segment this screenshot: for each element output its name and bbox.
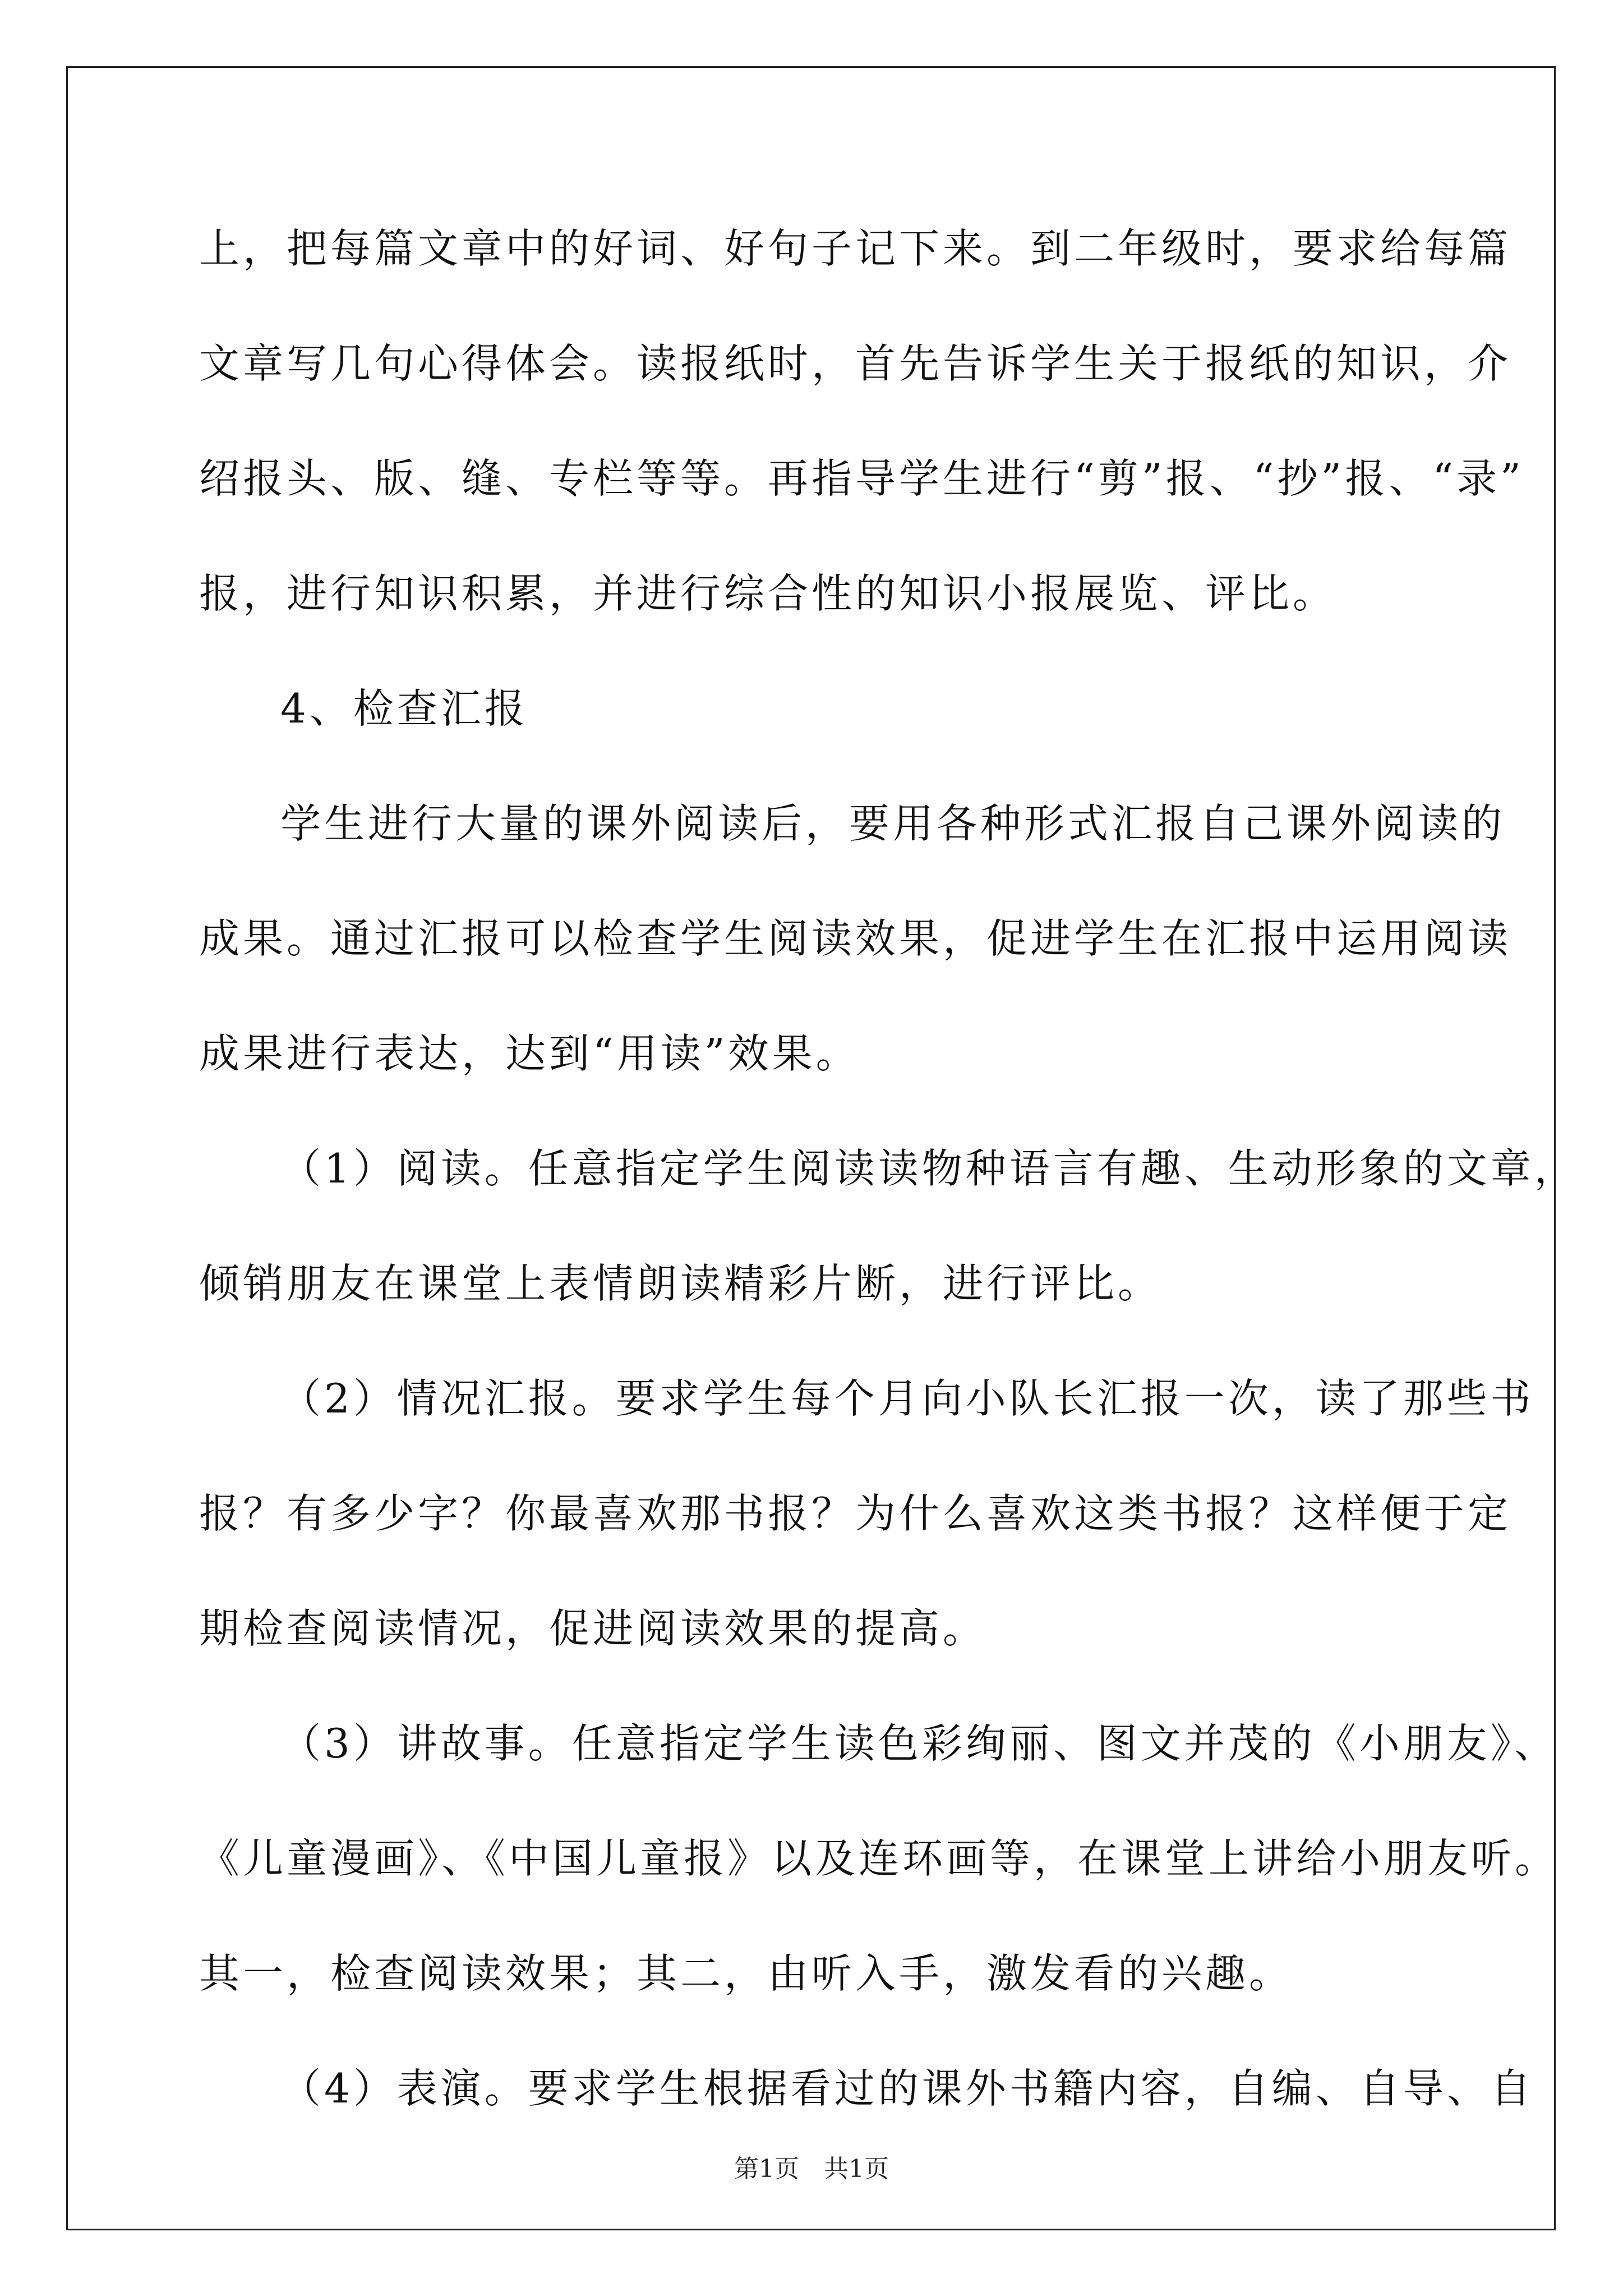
body-line-16: 其一，检查阅读效果；其二，由听入手，激发看的兴趣。 xyxy=(199,1950,1293,1997)
body-line-9: （1）阅读。任意指定学生阅读读物种语言有趣、生动形象的文章， xyxy=(280,1145,1578,1192)
body-line-6: 学生进行大量的课外阅读后，要用各种形式汇报自己课外阅读的 xyxy=(280,800,1506,847)
body-line-1: 上，把每篇文章中的好词、好句子记下来。到二年级时，要求给每篇 xyxy=(199,225,1512,272)
body-line-13: 期检查阅读情况，促进阅读效果的提高。 xyxy=(199,1605,987,1652)
page-footer: 第1页 共1页 xyxy=(734,2155,889,2183)
body-line-4: 报，进行知识积累，并进行综合性的知识小报展览、评比。 xyxy=(199,570,1337,617)
body-line-12: 报？有多少字？你最喜欢那书报？为什么喜欢这类书报？这样便于定 xyxy=(199,1490,1512,1537)
body-line-8: 成果进行表达，达到“用读”效果。 xyxy=(199,1030,860,1077)
body-line-14: （3）讲故事。任意指定学生读色彩绚丽、图文并茂的《小朋友》、 xyxy=(280,1720,1558,1767)
body-line-2: 文章写几句心得体会。读报纸时，首先告诉学生关于报纸的知识，介 xyxy=(199,340,1512,387)
body-line-11: （2）情况汇报。要求学生每个月向小队长汇报一次，读了那些书 xyxy=(280,1375,1534,1422)
body-line-10: 倾销朋友在课堂上表情朗读精彩片断，进行评比。 xyxy=(199,1260,1162,1307)
body-line-17: （4）表演。要求学生根据看过的课外书籍内容，自编、自导、自 xyxy=(280,2065,1534,2112)
body-line-15: 《儿童漫画》、《中国儿童报》以及连环画等，在课堂上讲给小朋友听。 xyxy=(199,1835,1559,1882)
body-line-7: 成果。通过汇报可以检查学生阅读效果，促进学生在汇报中运用阅读 xyxy=(199,915,1512,962)
section-heading: 4、检查汇报 xyxy=(280,685,528,732)
body-line-3: 绍报头、版、缝、专栏等等。再指导学生进行“剪”报、“抄”报、“录” xyxy=(199,455,1524,502)
